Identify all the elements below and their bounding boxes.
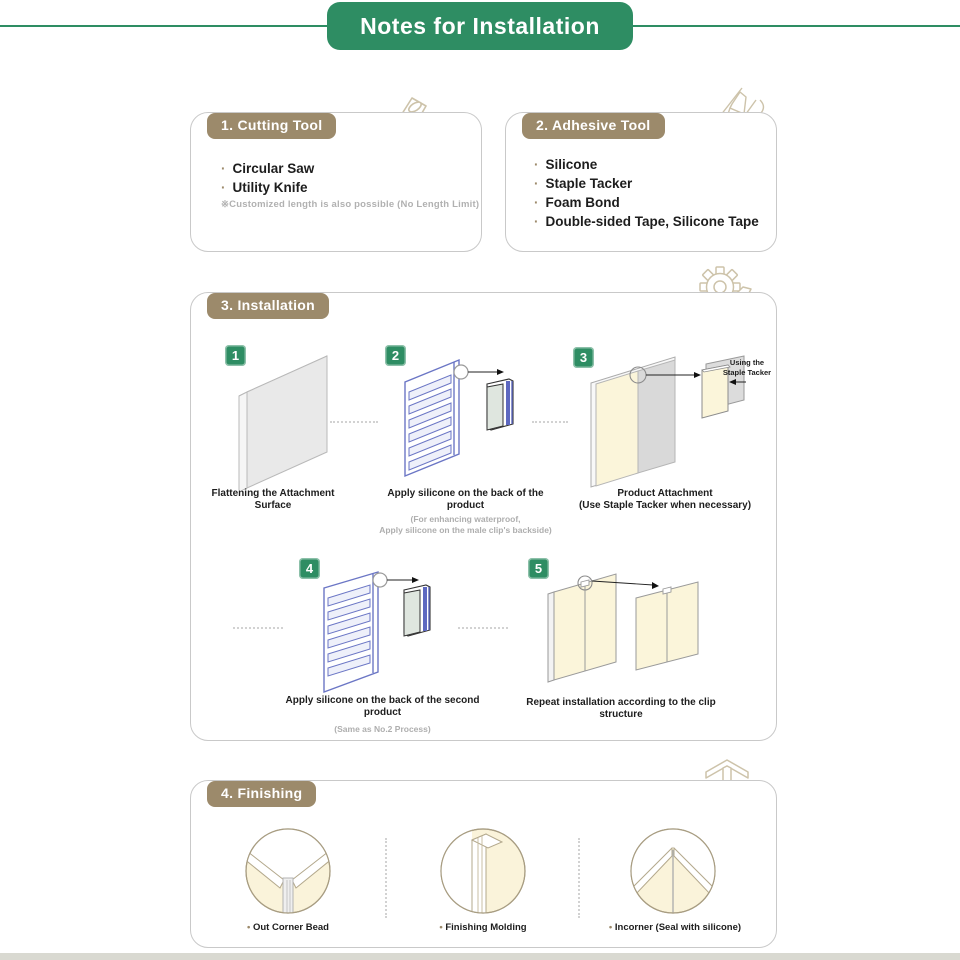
step-2-subcaption: (For enhancing waterproof, xyxy=(410,514,521,524)
step-5-diagram xyxy=(540,558,725,688)
section-adhesive-label: 2. Adhesive Tool xyxy=(522,113,665,139)
page-title-text: Notes for Installation xyxy=(360,12,600,39)
finishing-molding-diagram xyxy=(438,826,528,916)
section-installation-label: 3. Installation xyxy=(207,293,329,319)
page-bottom-edge xyxy=(0,953,960,960)
step-4-caption: Apply silicone on the back of the second product xyxy=(285,695,480,718)
step-3-caption: Product Attachment xyxy=(617,488,713,499)
step-3-subcaption: (Use Staple Tacker when necessary) xyxy=(578,500,752,511)
header-rule-left xyxy=(0,25,327,27)
cutting-item: · Circular Saw xyxy=(221,161,479,176)
dotted-separator xyxy=(233,627,283,629)
dotted-separator xyxy=(578,838,580,918)
step-2-subcaption: Apply silicone on the male clip's backside) xyxy=(379,525,552,535)
step-1-diagram xyxy=(225,350,345,490)
section-cutting-label: 1. Cutting Tool xyxy=(207,113,336,139)
section-adhesive-tool xyxy=(505,112,777,252)
cutting-note: ※Customized length is also possible (No Length Limit) xyxy=(221,199,480,210)
cutting-item: · Utility Knife xyxy=(221,180,479,195)
dotted-separator xyxy=(385,838,387,918)
step-2-caption: Apply silicone on the back of the product xyxy=(387,488,544,511)
step-4-subcaption: (Same as No.2 Process) xyxy=(334,724,431,734)
step-3-badge: 3 xyxy=(573,347,594,368)
finishing-item-label: • Out Corner Bead xyxy=(218,922,358,933)
step-1-badge: 1 xyxy=(225,345,246,366)
page-title xyxy=(327,2,633,50)
step-3-annotation: Using the Staple Tacker xyxy=(722,358,772,377)
header-rule-right xyxy=(633,25,960,27)
adhesive-item: · Silicone xyxy=(534,157,759,172)
step-5-caption: Repeat installation according to the clip structure xyxy=(526,697,716,720)
dotted-separator xyxy=(532,421,568,423)
step-2-badge: 2 xyxy=(385,345,406,366)
dotted-separator xyxy=(458,627,508,629)
section-finishing-label: 4. Finishing xyxy=(207,781,316,807)
incorner-diagram xyxy=(628,826,718,916)
step-4-badge: 4 xyxy=(299,558,320,579)
dotted-separator xyxy=(330,421,378,423)
finishing-item-label: • Incorner (Seal with silicone) xyxy=(590,922,760,933)
adhesive-item: · Foam Bond xyxy=(534,195,759,210)
out-corner-bead-diagram xyxy=(243,826,333,916)
finishing-item-label: • Finishing Molding xyxy=(413,922,553,933)
step-5-badge: 5 xyxy=(528,558,549,579)
step-2-diagram xyxy=(395,352,523,484)
section-cutting-tool xyxy=(190,112,482,252)
adhesive-item: · Staple Tacker xyxy=(534,176,759,191)
adhesive-item: · Double-sided Tape, Silicone Tape xyxy=(534,214,759,229)
step-4-diagram xyxy=(312,562,440,698)
step-1-caption: Flattening the Attachment Surface xyxy=(211,488,335,511)
